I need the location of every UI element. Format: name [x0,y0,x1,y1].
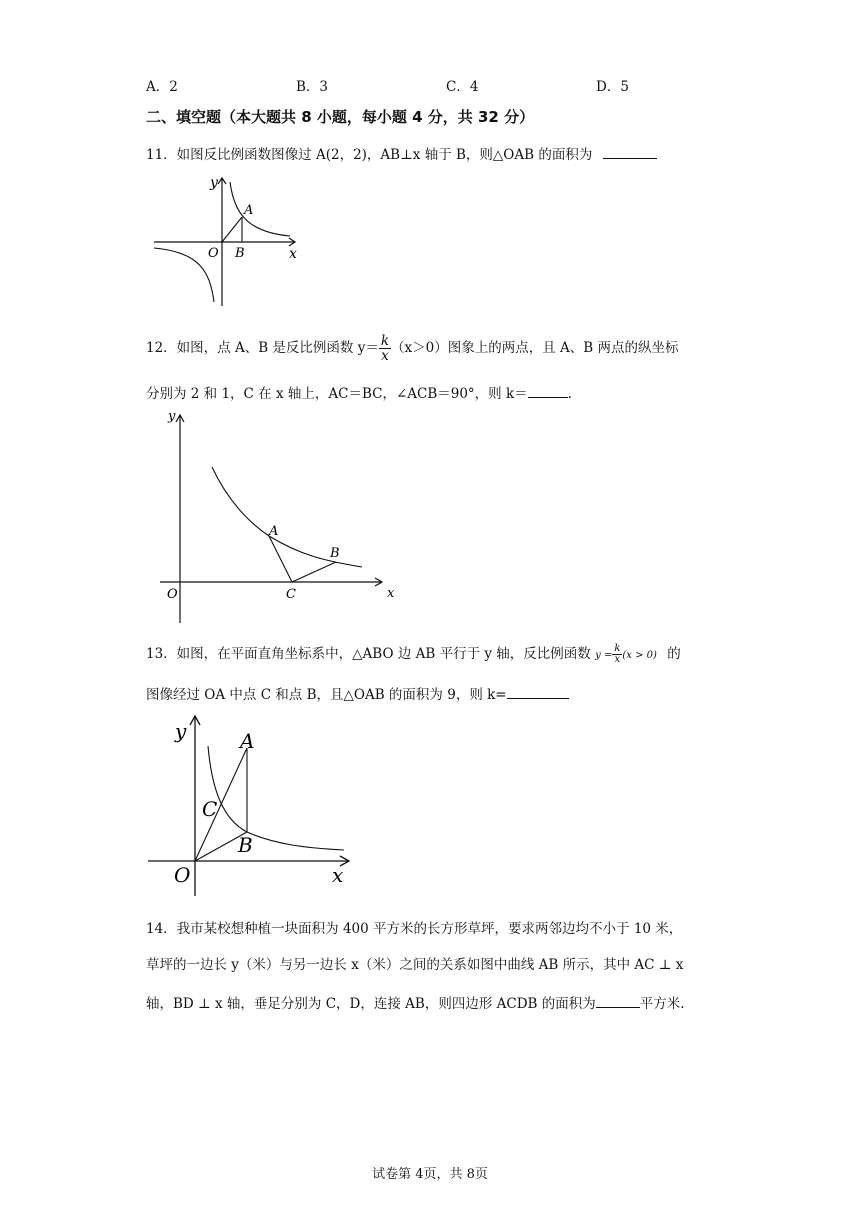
label-b-13: B [238,833,253,857]
question-14-text-3: 轴，BD ⊥ x 轴，垂足分别为 C，D，连接 AB，则四边形 ACDB 的面积为 [146,996,596,1012]
answer-blank-14 [596,995,640,1008]
label-o-11: O [208,246,219,261]
label-x-12: x [387,586,395,601]
answer-blank-11 [603,146,657,159]
page-footer: 试卷第 4页，共 8页 [372,1167,488,1182]
question-13-text-1: 13．如图，在平面直角坐标系中，△ABO 边 AB 平行于 y 轴，反比例函数 [146,646,591,662]
option-a: A．2 [146,79,178,95]
label-b-11: B [235,246,245,261]
fraction-k-over-x-12: $\frac{k}{x}$ [380,333,390,365]
label-c-13: C [202,797,218,821]
figure-13 [144,712,359,898]
segment-cb-12 [292,562,336,582]
fraction-k-over-x-13: $\frac{k}{x}$ [614,642,621,665]
curve-branch-3 [154,248,214,302]
formula-13-prefix: y = [595,650,613,661]
curve-branch-1 [230,182,290,236]
section-title: 二、填空题（本大题共 8 小题，每小题 4 分，共 32 分） [146,108,535,126]
segment-oa-11 [222,217,242,242]
question-12-text-2: （x＞0）图象上的两点，且 A、B 两点的纵坐标 [391,340,679,357]
question-11-text: 11．如图反比例函数图像过 A(2，2)，AB⊥x 轴于 B，则△OAB 的面积为 [146,147,593,163]
question-13-text-3: 图像经过 OA 中点 C 和点 B，且△OAB 的面积为 9，则 k= [146,687,507,703]
label-y-11: y [210,175,218,191]
question-11 [146,143,657,163]
label-o-13: O [174,863,191,887]
formula-13-suffix: (x > 0) [622,650,657,661]
answer-blank-13 [507,686,569,699]
question-12-text-3: 分别为 2 和 1，C 在 x 轴上，AC＝BC，∠ACB＝90°，则 k＝ [146,386,528,402]
question-12-line-2 [146,382,572,402]
question-12-line-1 [146,334,679,363]
label-y-13: y [175,719,187,743]
label-y-12: y [168,409,176,424]
question-13-line-2 [146,683,569,703]
option-d: D．5 [596,79,629,95]
figure-11 [150,172,305,308]
figure-12 [150,405,410,627]
question-14-line-3 [146,992,685,1012]
label-o-12: O [167,587,178,602]
question-14-end: 平方米. [639,996,685,1012]
question-14-line-1: 14．我市某校想种植一块面积为 400 平方米的长方形草坪，要求两邻边均不小于 10 米， [146,921,683,937]
label-a-12: A [269,524,279,539]
question-12-end: . [567,386,572,402]
question-12-text-1: 12．如图，点 A、B 是反比例函数 y＝ [146,340,379,357]
label-x-13: x [332,863,344,887]
label-c-12: C [286,587,296,602]
question-14-line-2: 草坪的一边长 y（米）与另一边长 x（米）之间的关系如图中曲线 AB 所示，其中 AC ⊥ x [146,957,684,973]
label-x-11: x [289,246,297,262]
question-13-line-1 [146,642,681,666]
question-13-text-2: 的 [667,646,681,662]
label-b-12: B [330,546,340,561]
label-a-13: A [240,729,255,753]
option-b: B．3 [296,79,329,95]
hyperbola-13 [208,746,344,850]
answer-blank-12 [528,385,568,398]
label-a-11: A [244,203,254,218]
option-c: C．4 [446,79,479,95]
